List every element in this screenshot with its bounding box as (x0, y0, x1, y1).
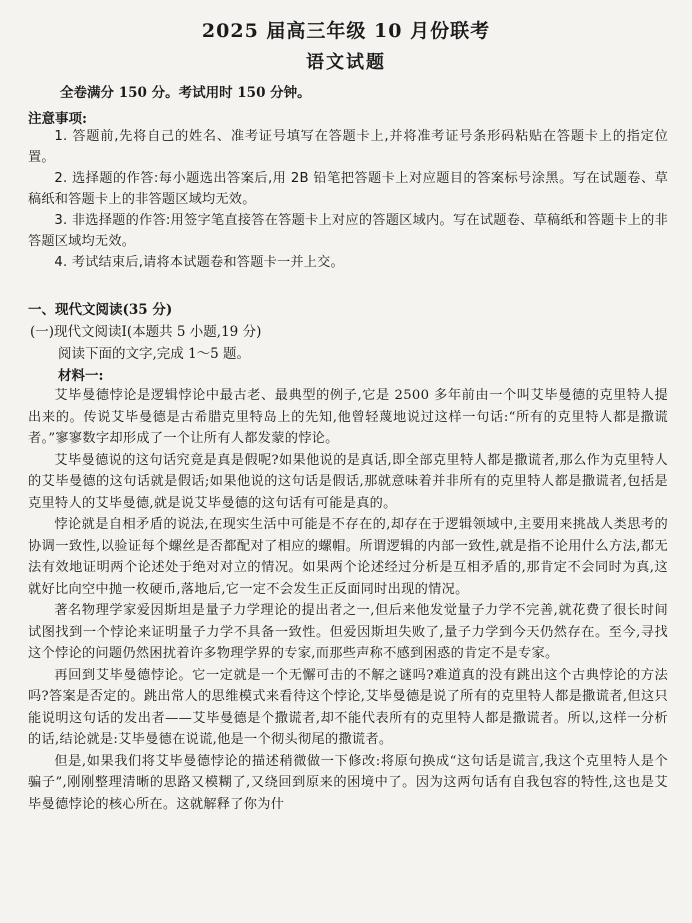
passage-paragraph: 艾毕曼德说的这句话究竟是真是假呢?如果他说的是真话,即全部克里特人都是撒谎者,那么作为克里特人的艾毕曼德的这句话就是假话;如果他说的这句话是假话,那就意味着并非所有的克里特人都是撒谎者,包括是克里特人的艾毕曼德,就是说艾毕曼德的这句话有可能是真的。 (28, 452, 668, 511)
notice-list (28, 126, 668, 273)
passage-paragraph: 再回到艾毕曼德悖论。它一定就是一个无懈可击的不解之谜吗?难道真的没有跳出这个古典悖论的方法吗?答案是否定的。跳出常人的思维模式来看待这个悖论,艾毕曼德是说了所有的克里特人都是撒谎者,但这只能说明这句话的发出者——艾毕曼德是个撒谎者,却不能代表所有的克里特人都是撒谎者。所以,这样一分析的话,结论就是:艾毕曼德在说谎,他是一个彻头彻尾的撒谎者。 (28, 667, 668, 747)
notice-heading: 注意事项: (28, 111, 87, 127)
notice-item: 4. 考试结束后,请将本试题卷和答题卡一并上交。 (54, 255, 344, 270)
exam-subject: 语文试题 (306, 52, 386, 73)
passage-paragraph: 悖论就是自相矛盾的说法,在现实生活中可能是不存在的,却存在于逻辑领域中,主要用来挑战人类思考的协调一致性,以验证每个螺丝是否都配对了相应的螺帽。所谓逻辑的内部一致性,就是指不论用什么方法,都无法有效地证明两个论述处于绝对对立的情况。如果两个论述经过分析是互相矛盾的,那肯定不会同时为真,这就好比向空中抛一枚硬币,落地后,它一定不会发生正反面同时出现的情况。 (28, 517, 668, 597)
notice-item: 2. 选择题的作答:每小题选出答案后,用 2B 铅笔把答题卡上对应题目的答案标号涂黑。写在试题卷、草稿纸和答题卡上的非答题区域均无效。 (28, 171, 668, 207)
notice-item: 3. 非选择题的作答:用签字笔直接答在答题卡上对应的答题区域内。写在试题卷、草稿纸和答题卡上的非答题区域均无效。 (28, 213, 668, 249)
subsection-heading: (一)现代文阅读Ⅰ(本题共 5 小题,19 分) (30, 324, 262, 340)
notice-item: 1. 答题前,先将自己的姓名、准考证号填写在答题卡上,并将准考证号条形码粘贴在答题卡上的指定位置。 (28, 129, 668, 165)
reading-instruction: 阅读下面的文字,完成 1～5 题。 (58, 346, 251, 362)
passage-paragraph: 著名物理学家爱因斯坦是量子力学理论的提出者之一,但后来他发觉量子力学不完善,就花费了很长时间试图找到一个悖论来证明量子力学不具备一致性。但爱因斯坦失败了,量子力学到今天仍然存在。至今,寻找这个悖论的问题仍然困扰着许多物理学界的专家,而那些声称不感到困惑的肯定不是专家。 (28, 603, 668, 661)
passage-paragraph: 但是,如果我们将艾毕曼德悖论的描述稍微做一下修改:将原句换成“这句话是谎言,我这个克里特人是个骗子”,刚刚整理清晰的思路又模糊了,又绕回到原来的困境中了。因为这两句话有自我包容的特性,这也是艾毕曼德悖论的核心所在。这就解释了你为什 (28, 753, 668, 812)
section-heading: 一、现代文阅读(35 分) (28, 302, 173, 318)
score-line: 全卷满分 150 分。考试用时 150 分钟。 (60, 85, 311, 101)
exam-title: 2025 届高三年级 10 月份联考 (201, 20, 491, 42)
passage-paragraph: 艾毕曼德悖论是逻辑悖论中最古老、最典型的例子,它是 2500 多年前由一个叫艾毕曼德的克里特人提出来的。传说艾毕曼德是古希腊克里特岛上的先知,他曾轻蔑地说过这样一句话:“所有的克里特人都是撒谎者。”寥寥数字却形成了一个让所有人都发蒙的悖论。 (28, 388, 668, 446)
material-label: 材料一: (58, 368, 104, 384)
reading-passage (28, 385, 668, 815)
